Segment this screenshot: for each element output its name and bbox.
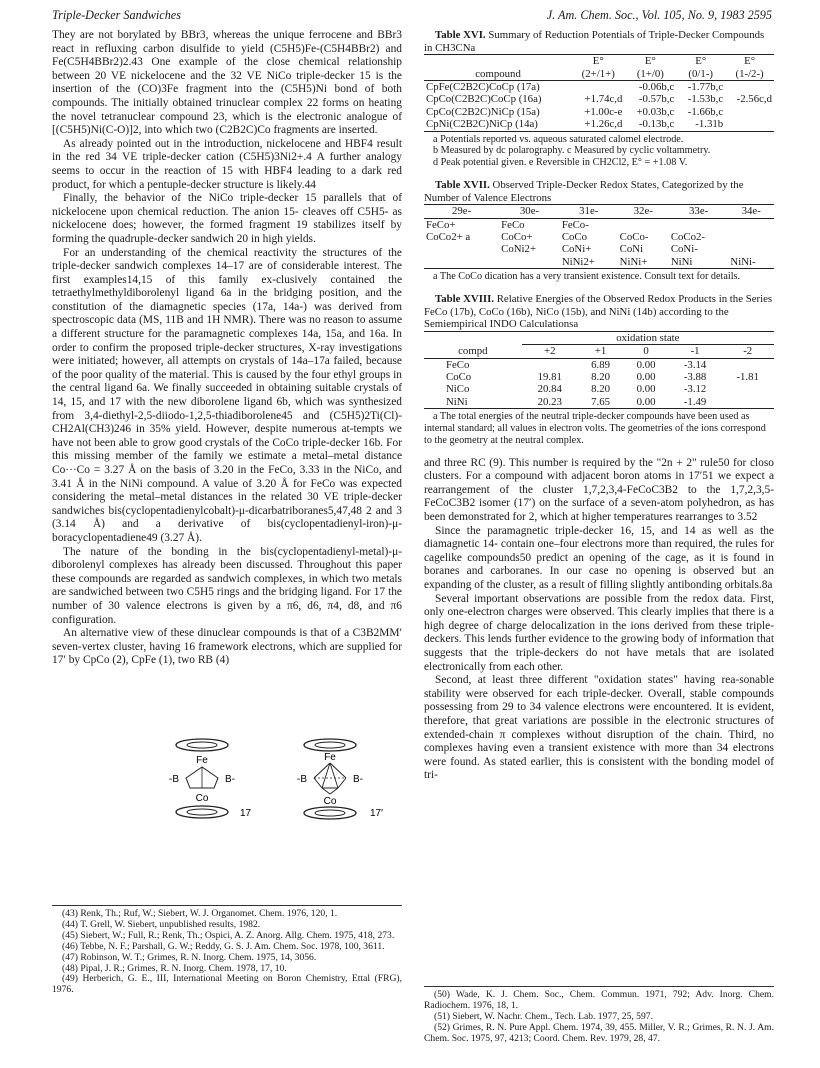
column-header: +2 — [522, 345, 578, 358]
column-header: 0 — [623, 345, 668, 358]
table-footnotes — [424, 134, 774, 169]
paragraph: An alternative view of these dinuclear compounds is that of a C3B2MM′ seven-vertex cluster, having 16 framework electrons, which are supplied for 17′ by CpCo (2), CpFe (1), two RB (4) — [52, 627, 402, 667]
reference-item: (44) T. Grell, W. Siebert, unpublished results, 1982. — [62, 918, 261, 930]
table-row: CoCo2+ a CoCo+ CoCo CoCo- CoCo2- — [426, 231, 706, 244]
table-caption: Table XVIII. Relative Energies of the Observed Redox Products in the Series FeCo (17b), CoCo (16b), NiCo (15b), and NiNi (14b) according to the Semiempirical INDO Calculationsa — [424, 293, 773, 331]
boron-label: -B — [297, 774, 307, 785]
paragraph: As already pointed out in the introduction, nickelocene and HBF4 result in the red 34 VE triple-decker cation (C5H5)3Ni2+.4 A further analogy seems to occur in the reaction of 15 with HBF4 leading to a dark red product, for which a pentuple-decker structure is likely.44 — [52, 137, 402, 191]
column-header: compound — [424, 68, 572, 81]
data-table — [424, 331, 774, 409]
table-row: CpNi(C2B2C)NiCp (14a) +1.26c,d -0.13b,c -1.31b — [424, 118, 774, 131]
data-table — [424, 54, 774, 131]
boron-label: B- — [353, 774, 363, 785]
running-header-title: Triple-Decker Sandwiches — [52, 8, 181, 22]
table-footnote: b Measured by dc polarography. c Measured by cyclic voltammetry. — [433, 145, 711, 157]
metal-label: Fe — [196, 755, 208, 766]
paragraph: Since the paramagnetic triple-decker 16, 15, and 14 as well as the diamagnetic 14- contain one–four electrons more than required, the rules for cagelike compounds50 predict an opening of the cage, as it is found in boranes and carboranes. In our case no opening is observed but an expanding of the cluster, as a result of filling slightly antibonding orbitals.8a — [424, 524, 774, 591]
right-column — [424, 29, 774, 783]
table-xvi — [424, 29, 774, 169]
structure-17-prime — [297, 739, 383, 819]
column-group-header: oxidation state — [522, 331, 774, 344]
column-header: (1+/0) — [624, 68, 676, 81]
column-header: compd — [424, 345, 522, 358]
table-row: NiNi2+ NiNi+ NiNi NiNi- — [424, 256, 774, 269]
table-caption: Table XVII. Observed Triple-Decker Redox States, Categorized by the Number of Valence Electrons — [424, 179, 744, 204]
triple-decker-structure-figure — [130, 736, 400, 820]
metal-label: Fe — [324, 752, 336, 763]
table-footnote: a The total energies of the neutral triple-decker compounds have been used as internal standard; all values in electron volts. The geometries of the ions correspond to the geometry at the neutral complex. — [424, 411, 766, 446]
reference-item: (45) Siebert, W.; Full, R.; Renk, Th.; Ospici, A. Z. Anorg. Allg. Chem. 1975, 418, 273. — [62, 929, 395, 941]
metal-label: Co — [195, 793, 209, 804]
table-row: FeCo+ FeCo FeCo- — [426, 218, 589, 231]
column-header: (2+/1+) — [572, 68, 624, 81]
column-header: E° — [572, 55, 624, 68]
column-header: (0/1-) — [676, 68, 725, 81]
reference-item: (50) Wade, K. J. Chem. Soc., Chem. Commun. 1971, 792; Adv. Inorg. Chem. Radiochem. 1976, 18, 1. — [424, 989, 774, 1011]
table-row: CoCo 19.81 8.20 0.00 -3.88 -1.81 — [446, 371, 759, 384]
paragraph: Finally, the behavior of the NiCo triple-decker 15 parallels that of nickelocene upon chemical reduction. The anion 15- cleaves off C5H5- as nickelocene does; however, the formed fragment 19 stabilizes itself by forming the quadruple-decker sandwich 20 in high yields. — [52, 192, 402, 245]
compound-label: 17′ — [370, 808, 383, 819]
references-left — [52, 905, 402, 996]
paragraph: For an understanding of the chemical reactivity the structures of the triple-decker sandwich complexes 14–17 are of considerable interest. The first examples14,15 of this family ex-clusively contained the tetraethylmethyldiborolenyl ligand 6a in the bridging position, and the constitution of the diamagnetic species (17a, 14a-) was derived from spectroscopic data (MS, 11B and 1H NMR). There was no reason to assume a different structure for the paramagnetic complexes 14a, 15a, and 16a. In order to confirm the proposed triple-decker structures, X-ray investigations were initiated; however, all attempts on crystals of 14a–17a failed, because of the poor quality of the material. This is caused by the four ethyl groups in the central ligand 6a. We finally succeeded in obtaining suitable crystals of 14, 15, and 17 with the new diborolene ligand 6b, which was synthesized from 3,4-diethyl-2,5-diiodo-1,2,5-thiadiborolene45 and (C5H5)2Ti(Cl)-CH2Al(CH3)246 in 35% yield. However, despite numerous at-tempts we have not been able to grow good crystals of the CoCo triple-decker 16b. For this missing member of the family we estimate a metal–metal distance Co···Co = 3.27 Å on the basis of 3.20 in the FeCo, 3.33 in the NiCo, and 3.41 Å in the NiNi compound. A value of 3.20 Å for FeCo was expected considering the metal–metal distances in the related 30 VE triple-decker sandwiches bis(cyclopentadienylcobalt)-μ-dicarbatriboranes5,47,48 2 and 3 (3.14 Å) and a derivative of bis(cyclopentadienyl-iron)-μ-boracyclopentadiene49 (3.27 Å). — [52, 246, 402, 544]
table-row: CoNi2+ CoNi+ CoNi CoNi- — [501, 243, 698, 256]
column-header: -1 — [669, 345, 722, 358]
table-row: CpCo(C2B2C)CoCp (16a) +1.74c,d -0.57b,c -1.53b,c -2.56c,d — [426, 93, 772, 106]
column-header: 31e- — [560, 205, 618, 218]
reference-item: (46) Tebbe, N. F.; Parshall, G. W.; Reddy, G. S. J. Am. Chem. Soc. 1978, 100, 3611. — [62, 940, 385, 952]
data-table — [424, 204, 774, 269]
column-header: E° — [725, 55, 774, 68]
running-header-journal: J. Am. Chem. Soc., Vol. 105, No. 9, 1983 2595 — [546, 8, 772, 22]
table-xvii — [424, 179, 774, 283]
column-header: (1-/2-) — [725, 68, 774, 81]
reference-item: (51) Siebert, W. Nachr. Chem., Tech. Lab. 1977, 25, 597. — [434, 1010, 653, 1022]
paragraph: The nature of the bonding in the bis(cyclopentadienyl-metal)-μ-diborolenyl complexes has already been discussed. Throughout this paper these compounds are regarded as sandwich complexes, in which two metals are sandwiched between two C5H5 rings and the bridging ligand. For 17 the number of 30 valence electrons is given by a π6, d6, π4, d8, and π6 configuration. — [52, 545, 402, 626]
column-header: -2 — [721, 345, 774, 358]
column-header: E° — [624, 55, 676, 68]
table-row: NiNi 20.23 7.65 0.00 -1.49 — [424, 396, 774, 409]
boron-label: B- — [225, 774, 235, 785]
column-header: E° — [676, 55, 725, 68]
metal-label: Co — [323, 796, 337, 807]
paragraph: and three RC (9). This number is required by the "2n + 2" rule50 for closo clusters. For a compound with adjacent boron atoms in 17′51 we expect a rearrangement of the cluster 1,7,2,3,4-FeCoC3B2 to the 1,7,2,3,5-FeCoC3B2 isomer (17′) on the surface of a seven-atom polyhedron, as has been demonstrated for 2, which at higher temperatures rearranges to 3.52 — [424, 456, 774, 524]
boron-label: -B — [169, 774, 179, 785]
table-caption: Table XVI. Summary of Reduction Potentials of Triple-Decker Compounds in CH3CNa — [424, 29, 765, 54]
left-column — [52, 29, 402, 668]
table-row: NiCo 20.84 8.20 0.00 -3.12 — [446, 383, 707, 396]
table-row: FeCo 6.89 0.00 -3.14 — [446, 358, 707, 371]
column-header: +1 — [578, 345, 623, 358]
reference-item: (43) Renk, Th.; Ruf, W.; Siebert, W. J. Organomet. Chem. 1976, 120, 1. — [62, 908, 338, 919]
structure-17 — [169, 739, 252, 819]
references-right — [424, 986, 774, 1045]
column-header: 32e- — [618, 205, 669, 218]
column-header: 30e- — [499, 205, 560, 218]
paragraph: Second, at least three different "oxidation states" having rea-sonable stability were observed for each triple-decker. Overall, stable compounds possessing from 29 to 34 valence electrons were encountered. It is evident, therefore, that great variations are possible in the electronic structures of extended-chain π complexes without disruption of the chain. Third, no complexes having even a transient existence with more than 34 electrons were found. As stated earlier, this is consistent with the bonding model of tri- — [424, 674, 774, 782]
table-footnote: d Peak potential given. e Reversible in CH2Cl2, E° = +1.08 V. — [433, 157, 688, 169]
reference-item: (49) Herberich, G. E., III, International Meeting on Boron Chemistry, Ettal (FRG), 1976. — [52, 973, 402, 996]
column-header: 33e- — [669, 205, 729, 218]
table-footnotes — [424, 271, 774, 283]
table-row: CpFe(C2B2C)CoCp (17a) -0.06b,c -1.77b,c — [426, 81, 724, 93]
table-footnotes — [424, 411, 774, 446]
table-footnote: a The CoCo dication has a very transient existence. Consult text for details. — [433, 271, 741, 283]
column-header: 29e- — [424, 205, 499, 218]
paragraph: They are not borylated by BBr3, whereas the unique ferrocene and BBr3 react in refluxing carbon disulfide to yield (C5H5)Fe-(C5H4BBr2) and Fe(C5H4BBr2)2.43 One example of the close chemical relationship between 20 VE nickelocene and the 32 VE NiCo triple-decker 15 is the insertion of the (CO)3Fe fragment into the (C5H5)Ni bond of both compounds. The initially obtained trinuclear complex 22 forms on heating the novel tetranuclear compound 23, which is the electronic analogue of [(C5H5)Ni(C-O)]2, into which two (C2B2C)Co fragments are inserted. — [52, 29, 402, 137]
compound-label: 17 — [240, 808, 252, 819]
reference-item: (47) Robinson, W. T.; Grimes, R. N. Inorg. Chem. 1975, 14, 3056. — [62, 951, 317, 963]
reference-item: (48) Pipal, J. R.; Grimes, R. N. Inorg. Chem. 1978, 17, 10. — [62, 962, 287, 974]
table-footnote: a Potentials reported vs. aqueous saturated calomel electrode. — [433, 133, 684, 145]
reference-item: (52) Grimes, R. N. Pure Appl. Chem. 1974, 39, 455. Miller, V. R.; Grimes, R. N. J. Am. Chem. Soc. 1975, 97, 4213; Coord. Chem. Rev. 1979, 28, 47. — [424, 1021, 774, 1044]
table-xviii — [424, 293, 774, 447]
paragraph: Several important observations are possible from the redox data. First, only one-electron charges were observed. This clearly implies that there is a high degree of charge delocalization in the ions derived from these triple-deckers. This lends further evidence to the growing body of information that suggests that the triple-deckers do not have metals that are isolated electronically from each other. — [424, 592, 774, 673]
column-header: 34e- — [728, 205, 774, 218]
table-row: CpCo(C2B2C)NiCp (15a) +1.00c-e +0.03b,c -1.66b,c — [426, 105, 724, 118]
